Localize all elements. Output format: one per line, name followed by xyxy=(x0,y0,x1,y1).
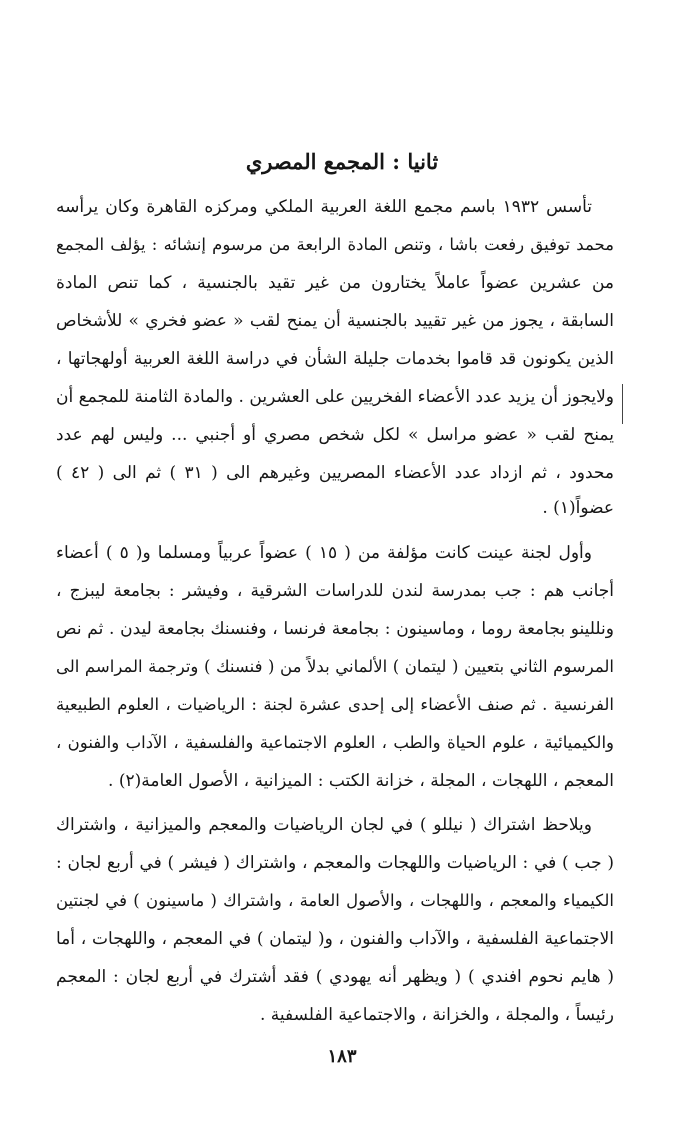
paragraph-1-line-4: السابقة ، يجوز من غير تقييد بالجنسية أن يمنح لقب « عضو فخري » للأشخاص xyxy=(56,311,614,331)
paragraph-3-line-3: الكيمياء والمعجم ، واللهجات ، والأصول العامة ، واشتراك ( ماسينون ) في لجنتين xyxy=(56,891,614,910)
paragraph-1-line-5: الذين يكونون قد قاموا بخدمات جليلة الشأن في دراسة اللغة العربية أولهجاتها ، xyxy=(56,349,614,369)
page-number: ١٨٣ xyxy=(327,1046,357,1067)
paragraph-2-line-5: الفرنسية . ثم صنف الأعضاء إلى إحدى عشرة لجنة : الرياضيات ، العلوم الطبيعية xyxy=(56,695,614,714)
paragraph-3-line-5: ( هايم نحوم افندي ) ( ويظهر أنه يهودي ) فقد أشترك في أربع لجان : المعجم xyxy=(56,967,614,987)
paragraph-1-line-3: من عشرين عضواً عاملاً يختارون من غير تقيد بالجنسية ، كما تنص المادة xyxy=(56,273,614,293)
paragraph-1-line-6: ولايجوز أن يزيد عدد الأعضاء الفخريين على العشرين . والمادة الثامنة للمجمع أن xyxy=(56,387,614,407)
paragraph-1-line-7: يمنح لقب « عضو مراسل » لكل شخص مصري أو أجنبي ... وليس لهم عدد xyxy=(56,425,614,445)
paragraph-3-line-6: رئيساً ، والمجلة ، والخزانة ، والاجتماعية الفلسفية . xyxy=(259,1005,614,1025)
paragraph-2-line-2: أجانب هم : جب بمدرسة لندن للدراسات الشرقية ، وفيشر : بجامعة ليبزج ، xyxy=(56,581,614,601)
paragraph-1-line-2: محمد توفيق رفعت باشا ، وتنص المادة الرابعة من مرسوم إنشائه : يؤلف المجمع xyxy=(56,235,614,254)
paragraph-2-line-7: المعجم ، اللهجات ، المجلة ، خزانة الكتب : الميزانية ، الأصول العامة(٢) . xyxy=(108,771,614,791)
paragraph-3-line-4: الاجتماعية الفلسفية ، والآداب والفنون ، و( ليتمان ) في المعجم ، واللهجات ، أما xyxy=(56,929,614,949)
paragraph-1-line-9: عضواً(١) . xyxy=(542,498,614,518)
paragraph-1-line-8: محدود ، ثم ازداد عدد الأعضاء المصريين وغيرهم الى ( ٣١ ) ثم الى ( ٤٢ ) xyxy=(56,463,614,483)
paragraph-2-line-4: المرسوم الثاني بتعيين ( ليتمان ) الألماني بدلاً من ( فنسنك ) وترجمة المراسم الى xyxy=(56,657,614,676)
paragraph-1-line-1: تأسس ١٩٣٢ باسم مجمع اللغة العربية الملكي ومركزه القاهرة وكان يرأسه xyxy=(56,197,593,217)
paragraph-2-line-3: ونللينو بجامعة روما ، وماسينون : بجامعة فرنسا ، وفنسنك بجامعة ليدن . ثم نص xyxy=(56,619,614,639)
paragraph-2-line-1: وأول لجنة عينت كانت مؤلفة من ( ١٥ ) عضواً عربياً ومسلما و( ٥ ) أعضاء xyxy=(56,543,592,563)
paragraph-3-line-1: ويلاحظ اشتراك ( نيللو ) في لجان الرياضيات والمعجم والميزانية ، واشتراك xyxy=(56,815,592,835)
paragraph-3-line-2: ( جب ) في : الرياضيات واللهجات والمعجم ، واشتراك ( فيشر ) في أربع لجان : xyxy=(56,853,614,873)
margin-mark xyxy=(622,384,623,424)
paragraph-2-line-6: والكيميائية ، علوم الحياة والطب ، العلوم الاجتماعية والفلسفية ، الآداب والفنون ، xyxy=(56,733,614,752)
section-heading: ثانيا : المجمع المصري xyxy=(245,149,439,174)
